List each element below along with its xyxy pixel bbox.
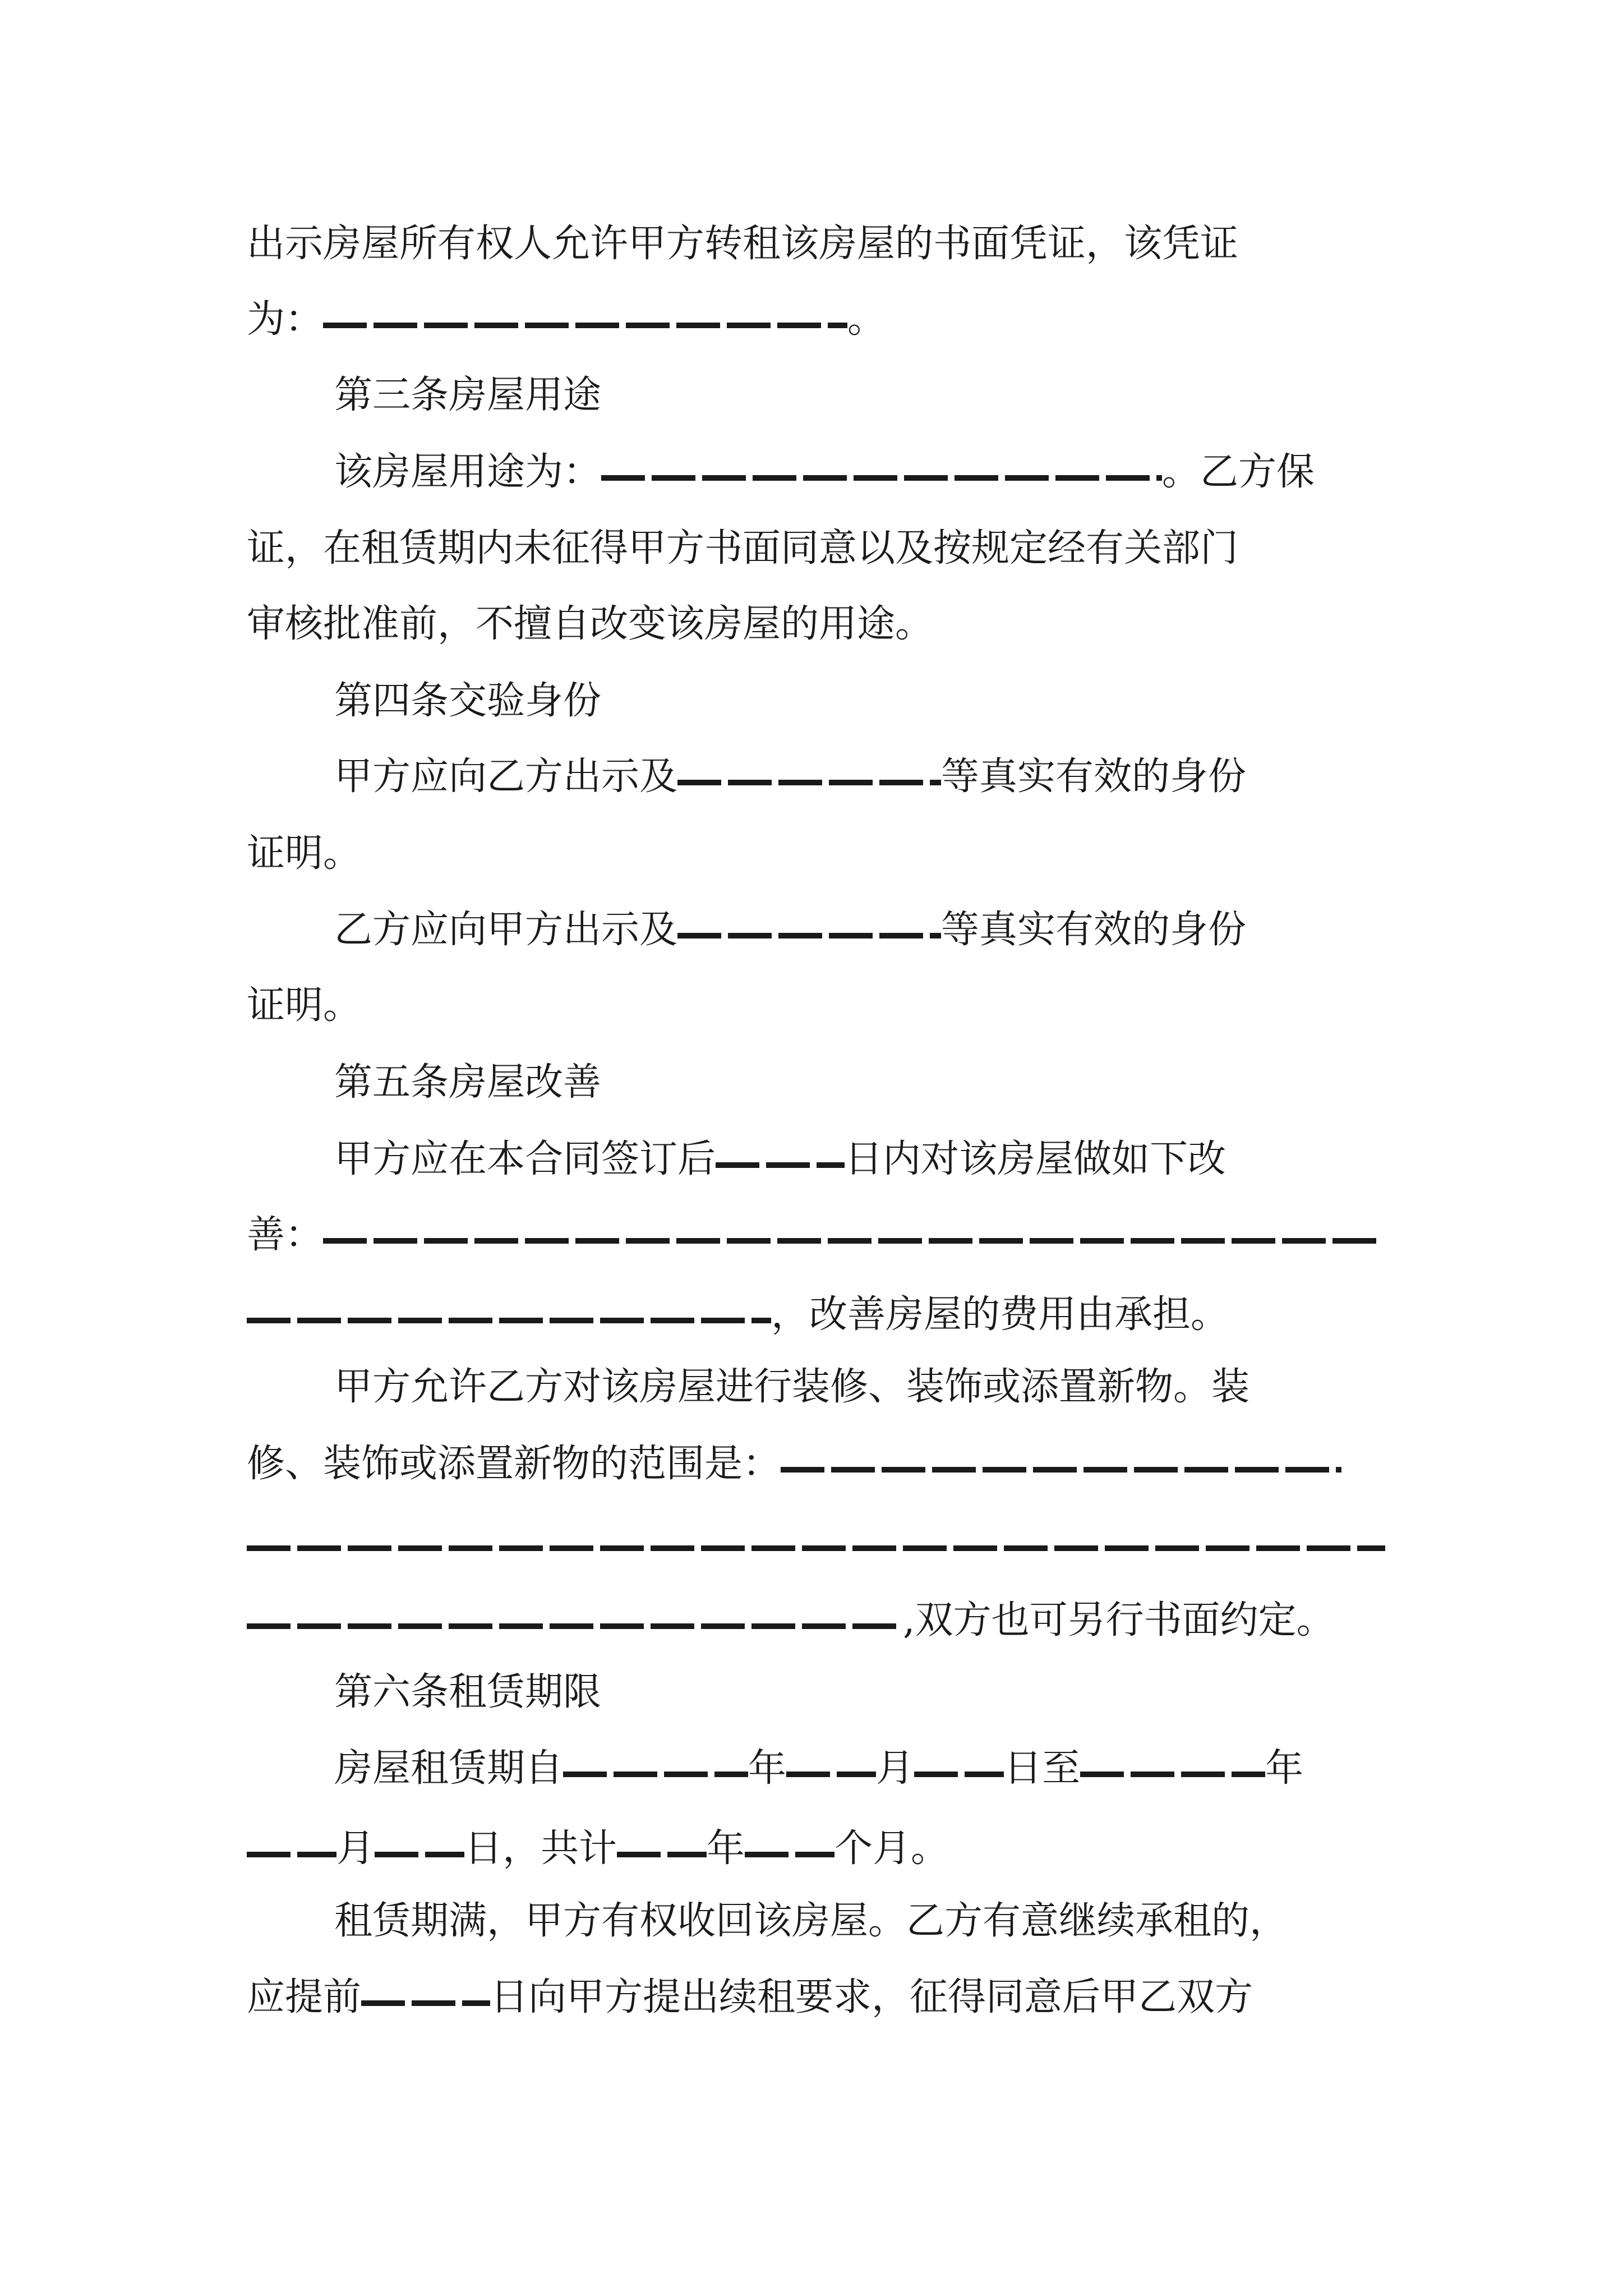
unit-text: 月 [876,1746,915,1791]
text-line [334,746,1385,808]
years-count-blank[interactable] [617,1852,707,1857]
fill-blank[interactable] [781,1467,1341,1473]
label-text: 该房屋用途为： [334,450,602,494]
paragraph-text: 日向甲方提出续租要求，征得同意后甲乙双方 [490,1975,1253,2019]
month-blank[interactable] [786,1772,876,1777]
fill-blank[interactable] [247,1545,1385,1551]
heading-text: 第三条房屋用途 [334,373,602,417]
text-line [247,518,1385,579]
paragraph-text: 甲方应在本合同签订后 [334,1137,716,1181]
text-line [334,1356,1385,1418]
text-line [334,899,1385,961]
text-line [247,1509,1385,1571]
fill-blank[interactable] [677,780,941,785]
month-blank[interactable] [247,1852,336,1857]
section-heading [334,670,1385,732]
fill-blank[interactable] [247,1623,903,1629]
months-count-blank[interactable] [745,1852,834,1857]
label-text: 为： [247,297,324,342]
label-text: 善： [247,1213,324,1257]
text-line [247,213,1385,275]
text-line [247,289,1385,351]
paragraph-text: 证，在租赁期内未征得甲方书面同意以及按规定经有关部门 [247,526,1239,570]
paragraph-text: 房屋租赁期自 [334,1746,564,1791]
section-heading [334,1662,1385,1723]
unit-text: 年 [748,1746,787,1791]
paragraph-text: 租赁期满，甲方有权收回该房屋。乙方有意继续承租的， [334,1899,1288,1943]
day-blank[interactable] [914,1772,1004,1777]
text-line [247,1433,1385,1495]
fill-blank[interactable] [601,475,1162,481]
text-line [247,975,1385,1037]
text-line [247,1586,1385,1648]
unit-text: 日至 [1004,1746,1081,1791]
paragraph-text: 证明。 [247,831,362,876]
unit-text: 年 [707,1826,745,1871]
section-heading [334,1052,1385,1114]
text-line [247,1967,1385,2028]
heading-text: 第五条房屋改善 [334,1060,602,1105]
fill-blank[interactable] [247,1318,771,1323]
text-line [247,1204,1385,1266]
year-blank[interactable] [563,1772,748,1777]
fill-blank[interactable] [716,1162,845,1168]
heading-text: 第四条交验身份 [334,679,602,723]
paragraph-text: 审核批准前，不擅自改变该房屋的用途。 [247,602,934,646]
paragraph-text: 日内对该房屋做如下改 [845,1137,1227,1181]
paragraph-text: 证明。 [247,983,362,1028]
label-text: 修、装饰或添置新物的范围是： [247,1442,781,1486]
paragraph-text: 等真实有效的身份 [941,754,1247,799]
paragraph-text: 。乙方保 [1162,450,1315,494]
day-blank[interactable] [375,1852,464,1857]
fill-blank[interactable] [361,2000,490,2006]
text-line [334,1890,1385,1952]
unit-text: 个月。 [834,1826,949,1871]
section-heading [334,365,1385,426]
paragraph-text: 甲方应向乙方出示及 [334,754,678,799]
paragraph-text: ，改善房屋的费用由承担。 [771,1292,1229,1337]
unit-text: 日，共计 [464,1826,617,1871]
paragraph-text: 甲方允许乙方对该房屋进行装修、装饰或添置新物。装 [334,1365,1250,1409]
text-line [334,1129,1385,1190]
text-line [334,1738,1385,1800]
text-line [247,1280,1385,1342]
year-blank[interactable] [1080,1772,1265,1777]
paragraph-text: ,双方也可另行书面约定。 [903,1598,1335,1642]
text-line [334,441,1385,503]
text-line [247,1814,1385,1876]
unit-text: 月 [336,1826,375,1871]
fill-blank[interactable] [323,323,847,328]
paragraph-text: 出示房屋所有权人允许甲方转租该房屋的书面凭证，该凭证 [247,222,1239,266]
paragraph-text: 应提前 [247,1975,362,2019]
paragraph-text: 等真实有效的身份 [941,908,1247,952]
text-line [247,593,1385,655]
fill-blank[interactable] [677,933,941,938]
paragraph-text: 乙方应向甲方出示及 [334,908,678,952]
text-line [247,823,1385,885]
fill-blank[interactable] [323,1238,1377,1244]
heading-text: 第六条租赁期限 [334,1670,602,1714]
unit-text: 年 [1265,1746,1304,1791]
punctuation: 。 [847,297,886,342]
